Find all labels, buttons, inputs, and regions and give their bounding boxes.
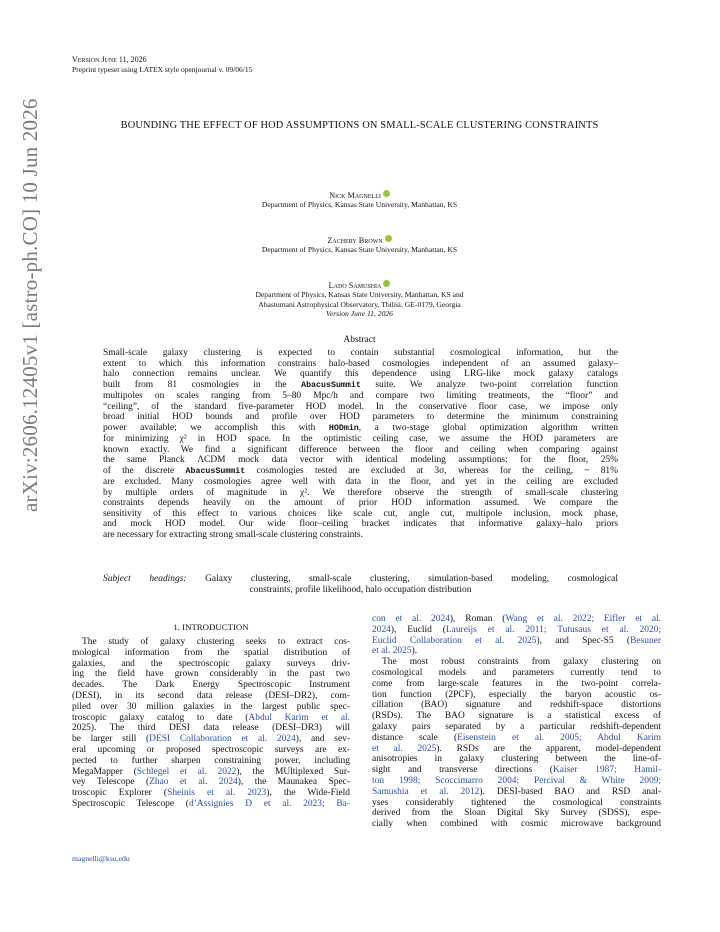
paper-title: BOUNDING THE EFFECT OF HOD ASSUMPTIONS ON SMALL-SCALE CLUSTERING CONSTRAINTS (120, 120, 599, 131)
abstract-line: are excluded. Many cosmologies agree well with data in the floor, and yet in the ceiling are excluded (103, 477, 618, 487)
body-line (72, 713, 350, 724)
body-line: (RSDs). The BAO signature is a statistical excess of (372, 711, 661, 722)
body-line (372, 625, 661, 636)
citation-link[interactable]: et al. 2025 (372, 743, 437, 754)
citation-link[interactable]: Euclid Collaboration et al. 2025 (372, 635, 537, 646)
abstract-line: for minimizing χ² in HOD space. In the optimistic ceiling case, we assume the HOD parameters are (103, 434, 618, 444)
body-line-part: distance scale ( (372, 732, 458, 743)
abstract-line: Small-scale galaxy clustering is expected to contain substantial cosmological information, but the (103, 348, 618, 358)
author-name: Zachery Brown (327, 236, 383, 245)
citation-link[interactable]: ton 1998; Scoccimarro 2004; Percival & White 2009; (372, 775, 661, 786)
author-2 (72, 235, 647, 255)
body-line-part: ). RSDs are the apparent, model-dependent (436, 743, 661, 754)
body-line: decades. The Dark Energy Spectroscopic Instrument (72, 680, 350, 691)
subject-label: Subject headings: (103, 574, 187, 584)
body-line-part: ), Euclid ( (390, 624, 446, 635)
subject-headings (103, 574, 618, 595)
abstract-line: the same Planck ΛCDM mock data vector with identical modeling assumptions: for the floor, 25% (103, 455, 618, 465)
body-line (372, 765, 661, 776)
subject-line: constraints, profile likelihood, halo occupation distribution (249, 584, 472, 595)
code-name: HODmin (328, 423, 359, 433)
abstract-line-part: cosmologies tested are excluded at 3σ, whereas for the ceiling, ~ 81% (245, 465, 618, 476)
abstract-line: known exactly. We find a significant difference between the floor and ceiling when comparing against (103, 444, 618, 455)
citation-link[interactable]: DESI Collaboration et al. 2024 (149, 734, 296, 745)
abstract-line-part: suite. We analyze two-point correlation function (360, 379, 618, 390)
body-line-part: sight and transverse directions ( (372, 765, 553, 776)
abstract-line: “ceiling”, of the standard five-parameter HOD model. In the conservative floor case, we impose only (103, 401, 618, 412)
citation-link[interactable]: Zhao et al. 2024 (149, 777, 238, 788)
body-line: ing the field have grown considerably in the past two (72, 669, 350, 680)
citation-link[interactable]: Schlegel et al. 2022 (136, 766, 237, 777)
abstract-line: sensitivity of this effect to various choices like scale cut, angle cut, multipole inclusion, mock phase, (103, 508, 618, 519)
running-header (72, 55, 252, 75)
body-line-part: be larger still ( (72, 734, 150, 745)
citation-link[interactable]: Eisenstein et al. 2005; Abdul Karim (457, 732, 661, 743)
orcid-icon[interactable] (385, 235, 392, 242)
body-line: anisotropies in galaxy clustering between the line-of- (372, 754, 661, 765)
author-1 (72, 190, 647, 210)
left-column (72, 637, 350, 810)
author-3 (72, 280, 647, 318)
body-line (372, 787, 661, 798)
body-line: derived from the Sloan Digital Sky Survey (SDSS), espe- (372, 808, 661, 819)
citation-link[interactable]: Kaiser 1987; Hamil- (552, 765, 661, 776)
code-name: AbacusSummit (301, 380, 361, 390)
abstract-line: broad initial HOD bounds and profile over HOD parameters to determine the minimum constraining (103, 412, 618, 422)
body-line (372, 733, 661, 744)
abstract-line (103, 466, 618, 478)
abstract-line-part: of the discrete (103, 465, 186, 476)
abstract-line: and mock HOD model. Our wide floor–ceiling bracket indicates that informative galaxy–halo priors (103, 519, 618, 529)
body-line (72, 777, 350, 788)
email-link[interactable]: magnelli@ksu.edu (72, 854, 130, 863)
abstract-line: constraints depends heavily on the amount of prior HOD information assumed. We compare the (103, 498, 618, 508)
author-name: Lado Samushia (328, 281, 382, 290)
citation-link[interactable]: Besuner (630, 635, 661, 646)
citation-link[interactable]: et al. 2025 (372, 646, 412, 657)
body-line: eral upcoming or proposed spectroscopic surveys are ex- (72, 744, 350, 755)
abstract-line: halo connection remains unclear. We quantify this dependence using LRG-like mock galaxy catalogs (103, 369, 618, 379)
body-line (372, 744, 661, 755)
body-line: cillation (BAO) signature and redshift-space distortions (372, 700, 661, 711)
subject-line (103, 574, 618, 585)
abstract-line (103, 423, 618, 435)
author-affiliation: Department of Physics, Kansas State University, Manhattan, KS (261, 245, 458, 255)
body-line: galaxy pairs separated by a particular redshift-dependent (372, 721, 661, 732)
body-line-part: troscopic galaxy catalog to date ( (72, 712, 249, 723)
body-line-part: ), the Maunakea Spec- (237, 777, 350, 788)
author-affiliation-2: Abastumani Astrophysical Observatory, Tbilisi, GE-0179, Georgia (258, 299, 461, 309)
citation-link[interactable]: con et al. 2024 (372, 614, 450, 624)
arxiv-identifier: arXiv:2606.12405v1 [astro-ph.CO] 10 Jun 2026 (18, 98, 42, 512)
body-line: tion function (2PCF), especially the baryon acoustic os- (372, 689, 661, 700)
body-line-part: ), and sev- (295, 734, 350, 745)
body-line: come from large-scale features in the two-point correla- (372, 678, 661, 689)
body-line: cially when combined with cosmic microwave background (372, 819, 661, 830)
body-line-part: 2025). The third DESI data release (DESI–DR3) will (72, 723, 350, 734)
abstract-heading: Abstract (343, 335, 376, 345)
citation-link[interactable]: 2024 (372, 624, 391, 635)
body-line (72, 788, 350, 799)
body-line-part: vey Telescope ( (72, 777, 150, 788)
abstract-line: multipoles on scales ranging from 5–80 Mpc/h and compare two limiting treatments, the “floor” and (103, 391, 618, 401)
body-line: The most robust constraints from galaxy clustering on (382, 657, 661, 668)
body-line-part: Spectroscopic Telescope ( (72, 798, 189, 809)
body-line (372, 614, 661, 625)
version-line: Version June 11, 2026 (72, 55, 147, 64)
abstract-line-part: , a two-stage global optimization algorithm written (358, 422, 618, 433)
body-line-part: MegaMapper ( (72, 766, 137, 777)
body-line: The study of galaxy clustering seeks to extract cos- (82, 637, 350, 647)
body-line (72, 723, 350, 734)
author-name: Nick Magnelli (329, 191, 381, 200)
abstract-body (103, 348, 618, 540)
body-line-part: ), the MUltiplexed Sur- (236, 766, 350, 777)
citation-link[interactable]: Samushia et al. 2012 (372, 786, 480, 797)
body-line (72, 767, 350, 778)
body-line: piled over 30 million galaxies in the largest public spec- (72, 701, 350, 712)
orcid-icon[interactable] (383, 190, 390, 197)
body-line: cosmological models and parameters currently tend to (372, 667, 661, 678)
citation-link[interactable]: Abdul Karim et al. (248, 712, 351, 723)
author-affiliation: Department of Physics, Kansas State University, Manhattan, KS and (255, 290, 464, 300)
citation-link[interactable]: Laureijs et al. 2011; Tutusaus et al. 2020; (445, 624, 661, 635)
abstract-line: by multiple orders of magnitude in χ². We therefore observe the strength of small-scale clustering (103, 487, 618, 498)
section-heading: 1. INTRODUCTION (173, 622, 249, 632)
abstract-line: extent to which this information constrains halo-based cosmologies independent of an assumed galaxy– (103, 358, 618, 369)
abstract-line: are necessary for extracting strong small-scale clustering constraints. (103, 529, 363, 540)
abstract-line (103, 380, 618, 392)
body-line (72, 799, 350, 810)
preprint-line: Preprint typeset using LATEX style openjournal v. 09/06/15 (72, 65, 253, 74)
citation-link[interactable]: Wang et al. 2022; Eifler et al. (505, 614, 661, 624)
author-affiliation: Department of Physics, Kansas State University, Manhattan, KS (261, 200, 458, 210)
date-line: Version June 11, 2026 (326, 308, 393, 318)
citation-link[interactable]: d’Assignies D et al. 2023; Ba- (188, 798, 350, 809)
body-line: (DESI), in its second data release (DESI–DR2), com- (72, 690, 350, 701)
body-line-part: ). (411, 646, 418, 657)
body-line-part: troscopic Explorer ( (72, 788, 168, 799)
body-line: pected to further sharpen constraining power, including (72, 755, 350, 766)
body-line: galaxies, and the spectroscopic galaxy surveys driv- (72, 658, 350, 669)
citation-link[interactable]: Sheinis et al. 2023 (167, 788, 267, 799)
body-line (72, 734, 350, 745)
body-line (372, 636, 661, 647)
body-line: yses considerably tightened the cosmological constraints (372, 797, 661, 808)
abstract-line-part: power available; we accomplish this with (103, 422, 329, 433)
subject-terms: Galaxy clustering, small-scale clustering, simulation-based modeling, cosmological (186, 574, 618, 584)
right-column (372, 614, 661, 830)
body-line-part: ), the Wide-Field (266, 788, 350, 799)
code-name: AbacusSummit (185, 466, 246, 476)
orcid-icon[interactable] (383, 280, 390, 287)
abstract-line-part: built from 81 cosmologies in the (103, 379, 302, 390)
body-line (372, 646, 661, 657)
body-line-part: ). DESI-based BAO and RSD anal- (479, 786, 661, 797)
body-line-part: ), and Spec-S5 ( (536, 635, 631, 646)
body-line: mological information from the spatial distribution of (72, 647, 350, 658)
body-line-part: ), Roman ( (449, 614, 506, 624)
